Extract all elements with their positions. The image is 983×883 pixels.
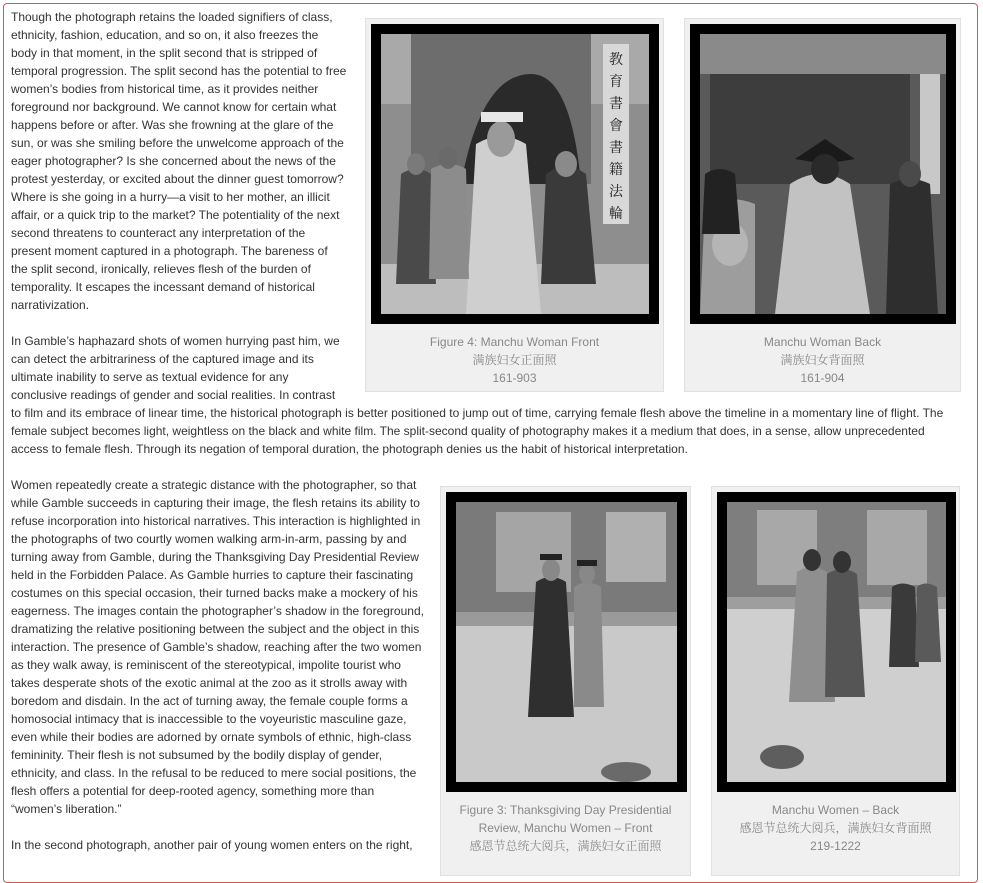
photo-image [727,502,946,782]
paragraph-2-narrow: In Gamble’s haphazard shots of women hurrying past him, we can detect the arbitrariness of the captured image and its ultimate inability to serve as textual evidence for any conclusive readings of gender and social realities. In contrast [11,334,340,402]
svg-text:輪: 輪 [609,206,623,222]
figure-caption [712,801,959,855]
figure-thanksgiving-front [440,486,691,876]
caption-line: 感恩节总统大阅兵，满族妇女背面照 [739,821,932,835]
figure-caption [441,801,690,855]
svg-text:育: 育 [609,74,623,90]
paragraph-1: Though the photograph retains the loaded signifiers of class, ethnicity, fashion, education, and so on, it also freezes the body in that moment, in the split second that is stripped of temporal progression. The split second has the potential to free women’s bodies from historical time, as it provides neither foreground nor background. We cannot know for certain what happens before or after. Was she frowning at the glare of the sun, or was she smiling before the unwelcome approach of the eager photographer? Is she concerned about the news of the protest yesterday, or excited about the dinner guest tomorrow? Where is she going in a hurry—a visit to her mother, an illicit affair, or a quick trip to the market? The potentiality of the next second threatens to counteract any interpretation of the present moment captured in a photograph. The bareness of the split second, ironically, relieves flesh of the burden of temporality. It escapes the incessant demand of historical narrativization. [11,10,347,312]
photo-thanksgiving-back[interactable] [717,492,956,792]
svg-text:書: 書 [609,96,623,112]
caption-line: Figure 3: Thanksgiving Day Presidential [459,803,672,817]
paragraph-3: Women repeatedly create a strategic distance with the photographer, so that while Gamble succeeds in capturing their image, the flesh retains its ability to refuse incorporation into historical narratives. This interaction is highlighted in the photographs of two courtly women walking arm-in-arm, passing by and turning away from Gamble, during the Thanksgiving Day Presidential Review held in the Forbidden Palace. As Gamble hurries to capture their fascinating costumes on this special occasion, their turned backs make a mockery of his eagerness. The images contain the photographer’s shadow in the foreground, dramatizing the relative positioning between the subject and the object in this interaction. The presence of Gamble’s shadow, reaching after the two women as they walk away, is reminiscent of the stereotypical, impolite tourist who takes desperate shots of the exotic animal at the zoo as it strolls away with boredom and disdain. In the act of turning away, the female couple forms a homosocial intimacy that is inaccessible to the voyeuristic masculine gaze, even while their bodies are adorned by ornate symbols of ethnic, high-class femininity. Their flesh is not subsumed by the bodily display of gender, ethnicity, and class. In the refusal to be reduced to mere social positions, the flesh offers a potential for deep-rooted agency, something more than “women’s liberation.” [11,478,424,816]
caption-line: Manchu Women – Back [771,803,900,817]
caption-line: Manchu Woman Back [763,335,882,349]
caption-line: 219-1222 [810,839,861,853]
photo-thanksgiving-front[interactable] [446,492,687,792]
figure-manchu-woman-back [684,18,961,392]
caption-line: Figure 4: Manchu Woman Front [429,335,600,349]
caption-line: Review, Manchu Women – Front [478,821,653,835]
paragraph-2-line: female subject becomes light, weightless on the black and white film. The split-second quality of photography makes it a medium that does, in a sense, allow unprecedented [11,424,925,438]
photo-image [381,34,649,314]
figure-caption [366,333,663,387]
paragraph-4: In the second photograph, another pair of young women enters on the right, [11,838,413,852]
caption-line: 感恩节总统大阅兵，满族妇女正面照 [469,839,662,853]
svg-text:法: 法 [609,184,623,200]
caption-line: 161-903 [492,371,537,385]
figure-thanksgiving-back [711,486,960,876]
paragraph-2-line: access to female flesh. Through its negation of temporal duration, the photograph denies us the habit of historical interpretation. [11,442,688,456]
figure-caption [685,333,960,387]
caption-line: 满族妇女背面照 [780,353,865,367]
svg-text:書: 書 [609,140,623,156]
caption-line: 满族妇女正面照 [472,353,557,367]
paragraph-2-line: to film and its embrace of linear time, the historical photograph is better positioned to jump out of time, carrying female flesh above the timeline in a momentary line of flight. The [11,406,944,420]
svg-text:籍: 籍 [609,162,623,178]
sign-text: 教 [609,52,623,68]
photo-manchu-woman-back[interactable] [690,24,956,324]
photo-image [456,502,677,782]
photo-manchu-woman-front[interactable] [371,24,659,324]
caption-line: 161-904 [800,371,845,385]
figure-manchu-woman-front [365,18,664,392]
svg-text:會: 會 [609,118,623,134]
photo-image [700,34,946,314]
